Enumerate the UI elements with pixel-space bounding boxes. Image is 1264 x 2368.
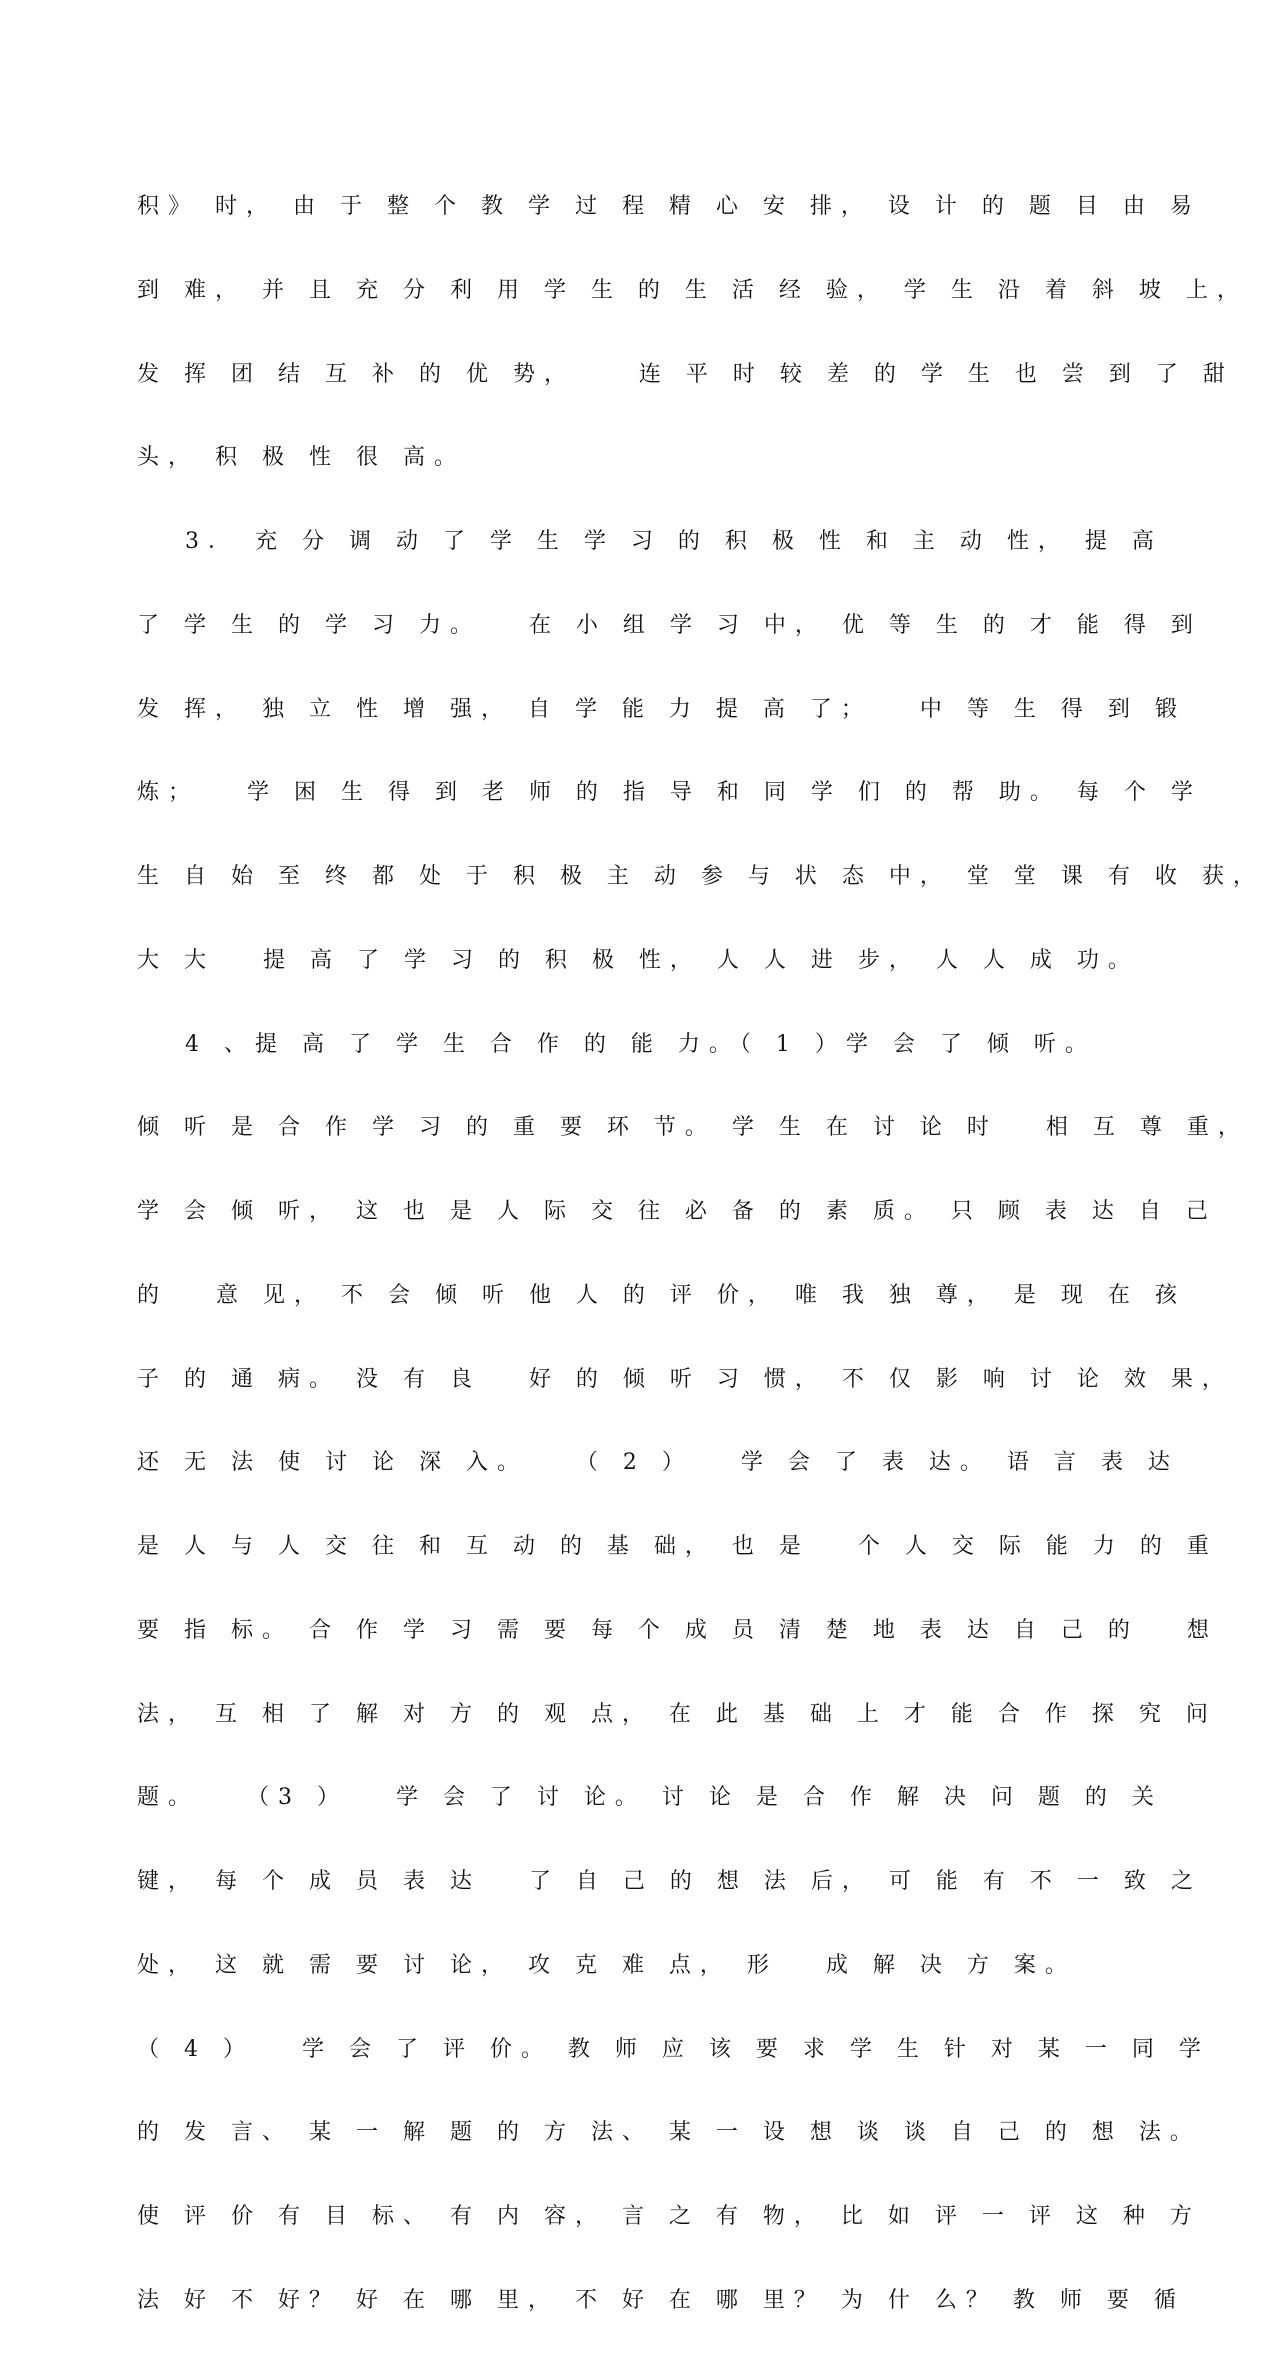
text-line: 倾 听 是 合 作 学 习 的 重 要 环 节。 学 生 在 讨 论 时 相 互 尊 重， — [137, 1115, 1249, 1141]
text-line: 了 学 生 的 学 习 力。 在 小 组 学 习 中， 优 等 生 的 才 能 得 到 — [137, 612, 1202, 638]
text-line: 发 挥， 独 立 性 增 强， 自 学 能 力 提 高 了； 中 等 生 得 到 锻 — [137, 696, 1186, 722]
text-line: （ 4 ） 学 会 了 评 价。 教 师 应 该 要 求 学 生 针 对 某 一 同 学 — [137, 2036, 1210, 2062]
text-line: 要 指 标。 合 作 学 习 需 要 每 个 成 员 清 楚 地 表 达 自 己 的 想 — [137, 1617, 1218, 1643]
text-line: 子 的 通 病。 没 有 良 好 的 倾 听 习 惯， 不 仅 影 响 讨 论 效 果， — [137, 1366, 1233, 1392]
text-line: 4 、提 高 了 学 生 合 作 的 能 力。（ 1 ）学 会 了 倾 听。 — [137, 1031, 1096, 1057]
text-line: 法 好 不 好？ 好 在 哪 里， 不 好 在 哪 里？ 为 什 么？ 教 师 要 循 — [137, 2287, 1185, 2313]
text-line: 积》 时， 由 于 整 个 教 学 过 程 精 心 安 排， 设 计 的 题 目 由 易 — [137, 194, 1201, 219]
text-line: 的 意 见， 不 会 倾 听 他 人 的 评 价， 唯 我 独 尊， 是 现 在 孩 — [137, 1282, 1186, 1308]
text-line: 还 无 法 使 讨 论 深 入。 （ 2 ） 学 会 了 表 达。 语 言 表 达 — [137, 1450, 1179, 1476]
text-line: 到 难， 并 且 充 分 利 用 学 生 的 生 活 经 验， 学 生 沿 着 斜 坡 上， — [137, 277, 1248, 303]
text-line: 大 大 提 高 了 学 习 的 积 极 性， 人 人 进 步， 人 人 成 功。 — [137, 947, 1139, 973]
body-text — [137, 140, 1264, 2368]
text-line: 处， 这 就 需 要 讨 论， 攻 克 难 点， 形 成 解 决 方 案。 — [137, 1952, 1076, 1978]
text-line: 炼； 学 困 生 得 到 老 师 的 指 导 和 同 学 们 的 帮 助。 每 个 学 — [137, 780, 1202, 806]
text-line: 是 人 与 人 交 往 和 互 动 的 基 础， 也 是 个 人 交 际 能 力 的 重 — [137, 1534, 1218, 1559]
text-line: 法， 互 相 了 解 对 方 的 观 点， 在 此 基 础 上 才 能 合 作 探 究 问 — [137, 1701, 1217, 1727]
text-line: 头， 积 极 性 很 高。 — [137, 445, 465, 471]
text-line: 使 评 价 有 目 标、 有 内 容， 言 之 有 物， 比 如 评 一 评 这 种 方 — [137, 2204, 1201, 2229]
text-line: 的 发 言、 某 一 解 题 的 方 法、 某 一 设 想 谈 谈 自 己 的 想 法。 — [137, 2120, 1201, 2146]
text-line: 发 挥 团 结 互 补 的 优 势， 连 平 时 较 差 的 学 生 也 尝 到 了 甜 — [137, 361, 1234, 387]
text-line: 键， 每 个 成 员 表 达 了 自 己 的 想 法 后， 可 能 有 不 一 致 之 — [137, 1869, 1202, 1894]
text-line: 学 会 倾 听， 这 也 是 人 际 交 往 必 备 的 素 质。 只 顾 表 达 自 己 — [137, 1199, 1217, 1224]
text-line: 题。 （3 ） 学 会 了 讨 论。 讨 论 是 合 作 解 决 问 题 的 关 — [137, 1785, 1163, 1811]
text-line: 生 自 始 至 终 都 处 于 积 极 主 动 参 与 状 态 中， 堂 堂 课 有 收 获， — [137, 864, 1264, 889]
text-line: 3． 充 分 调 动 了 学 生 学 习 的 积 极 性 和 主 动 性， 提 高 — [137, 529, 1163, 554]
